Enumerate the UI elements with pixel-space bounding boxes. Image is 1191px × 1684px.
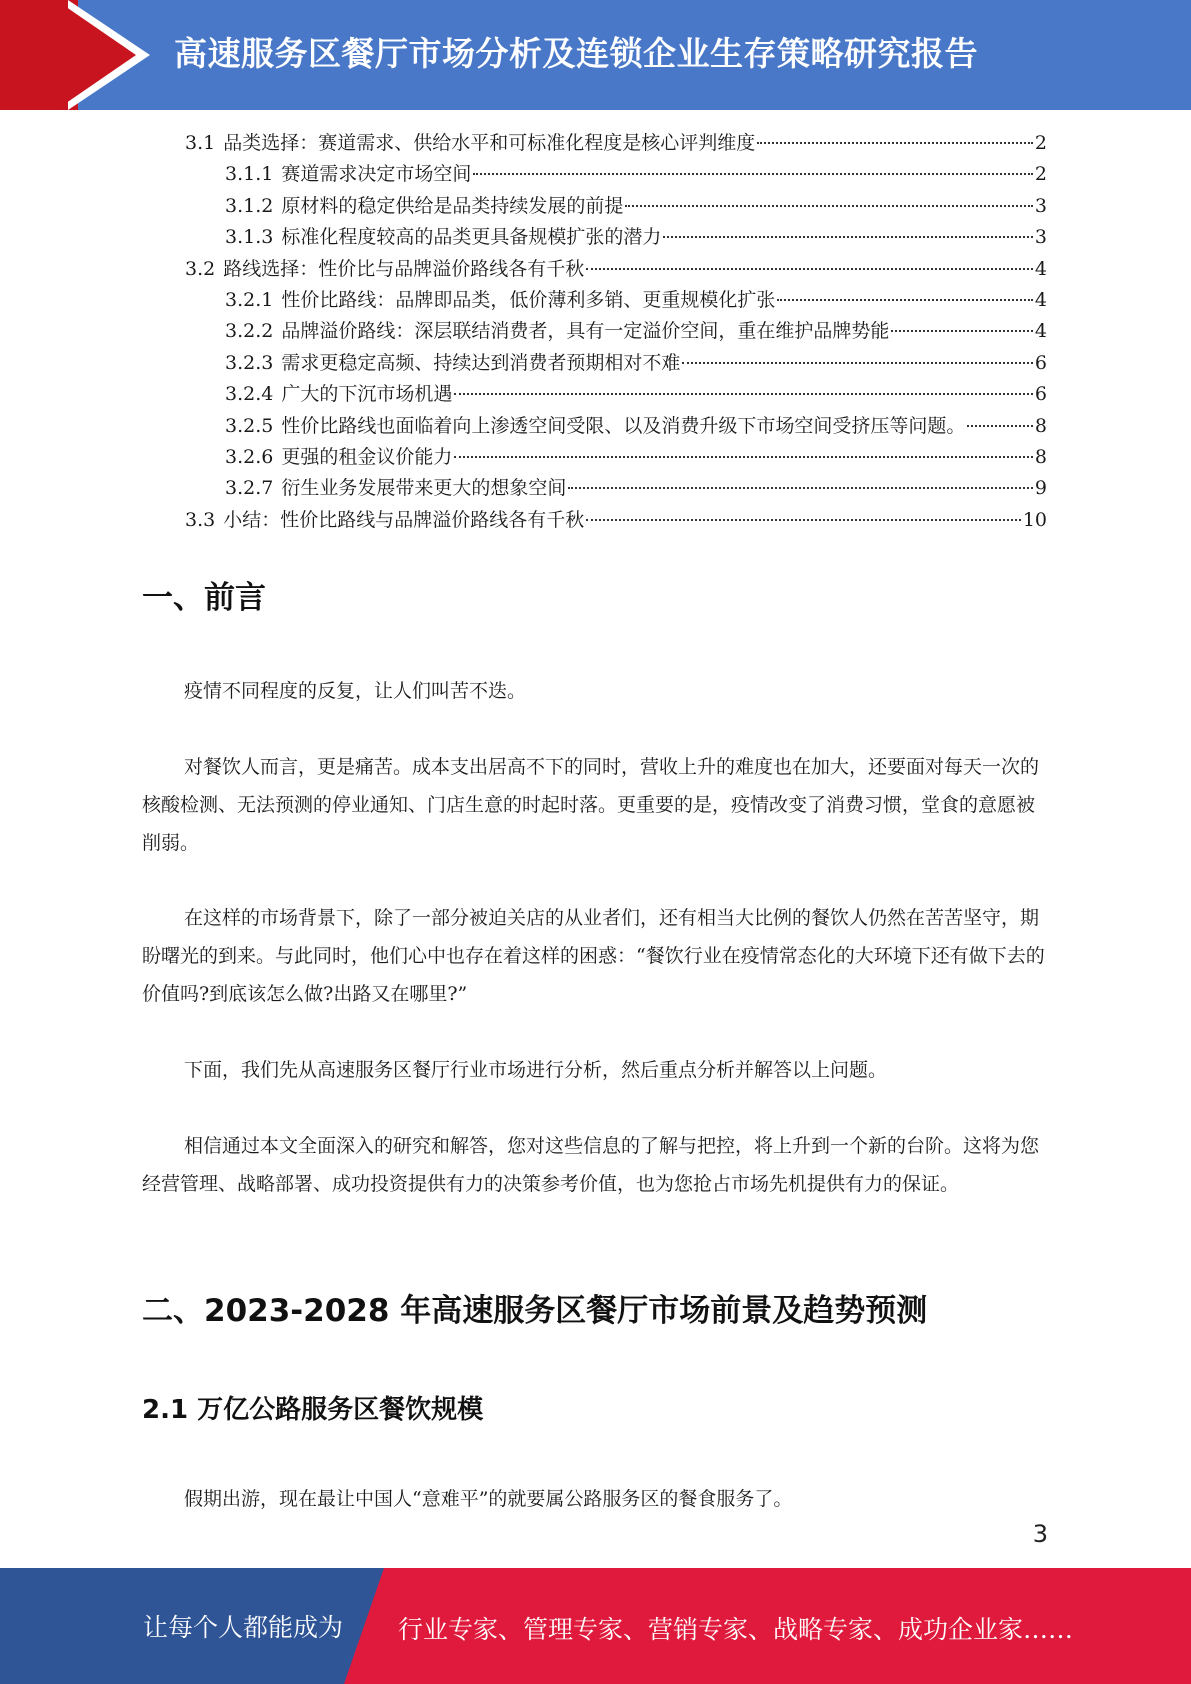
toc-entry-title: 衍生业务发展带来更大的想象空间 (281, 477, 567, 500)
toc-entry-title: 小结：性价比路线与品牌溢价路线各有千秋 (223, 508, 585, 531)
toc-entry-title: 路线选择：性价比与品牌溢价路线各有千秋 (223, 257, 585, 280)
toc-entry[interactable] (185, 316, 1047, 347)
toc-entry-number: 3.2.7 (225, 477, 274, 500)
toc-entry[interactable] (185, 128, 1047, 159)
page-header (0, 0, 1191, 110)
toc-leader-dots (568, 487, 1033, 489)
forecast-heading: 二、2023-2028 年高速服务区餐厅市场前景及趋势预测 (142, 1293, 928, 1329)
subsection-heading: 2.1 万亿公路服务区餐饮规模 (142, 1395, 484, 1425)
toc-entry-title: 品牌溢价路线：深层联结消费者，具有一定溢价空间，重在维护品牌势能 (281, 320, 890, 343)
toc-entry[interactable] (185, 254, 1047, 285)
toc-leader-dots (586, 519, 1021, 521)
toc-entry-title: 更强的租金议价能力 (281, 445, 453, 468)
toc-leader-dots (586, 268, 1033, 270)
toc-entry[interactable] (185, 442, 1047, 473)
table-of-contents (185, 128, 1047, 536)
toc-entry[interactable] (185, 159, 1047, 190)
paragraph-6: 假期出游，现在最让中国人“意难平”的就要属公路服务区的餐食服务了。 (184, 1488, 793, 1510)
toc-entry-number: 3.2 (185, 257, 216, 280)
toc-leader-dots (891, 330, 1033, 332)
toc-entry-page: 3 (1034, 194, 1047, 217)
toc-entry[interactable] (185, 285, 1047, 316)
toc-entry[interactable] (185, 473, 1047, 504)
toc-entry[interactable] (185, 411, 1047, 442)
footer-slogan-right: 行业专家、管理专家、营销专家、战略专家、成功企业家…… (398, 1615, 1074, 1644)
toc-leader-dots (777, 299, 1033, 301)
toc-entry[interactable] (185, 222, 1047, 253)
toc-entry-page: 6 (1034, 383, 1047, 406)
toc-leader-dots (682, 362, 1033, 364)
toc-entry[interactable] (185, 348, 1047, 379)
toc-entry-number: 3.1.1 (225, 163, 274, 186)
page-number: 3 (1032, 1520, 1048, 1548)
toc-leader-dots (663, 236, 1033, 238)
toc-entry[interactable] (185, 505, 1047, 536)
toc-entry-page: 2 (1034, 132, 1047, 154)
paragraph-1: 疫情不同程度的反复，让人们叫苦不迭。 (184, 680, 527, 702)
toc-entry-number: 3.2.4 (225, 383, 274, 406)
toc-entry-title: 赛道需求决定市场空间 (281, 163, 472, 186)
toc-entry-number: 3.2.1 (225, 288, 274, 311)
toc-entry-page: 4 (1034, 320, 1047, 343)
toc-entry-number: 3.3 (185, 508, 216, 531)
toc-entry-title: 性价比路线：品牌即品类，低价薄利多销、更重规模化扩张 (281, 288, 776, 311)
toc-entry-number: 3.2.3 (225, 351, 274, 374)
toc-leader-dots (625, 205, 1033, 207)
page-footer (0, 1568, 1191, 1684)
header-chevron-inner-icon (56, 0, 136, 110)
toc-entry-page: 8 (1034, 414, 1047, 437)
toc-entry-number: 3.2.6 (225, 445, 274, 468)
toc-entry-page: 4 (1034, 257, 1047, 280)
toc-entry-number: 3.1 (185, 132, 216, 154)
paragraph-2: 对餐饮人而言，更是痛苦。成本支出居高不下的同时，营收上升的难度也在加大，还要面对每天一次的核酸检测、无法预测的停业通知、门店生意的时起时落。更重要的是，疫情改变了消费习惯，堂食的意愿被削弱。 (142, 756, 1040, 854)
paragraph-5: 相信通过本文全面深入的研究和解答，您对这些信息的了解与把控，将上升到一个新的台阶。这将为您经营管理、战略部署、成功投资提供有力的决策参考价值，也为您抢占市场先机提供有力的保证。 (142, 1135, 1040, 1195)
toc-entry-title: 标准化程度较高的品类更具备规模扩张的潜力 (281, 226, 662, 249)
toc-entry-title: 品类选择：赛道需求、供给水平和可标准化程度是核心评判维度 (223, 132, 756, 154)
toc-entry-number: 3.1.2 (225, 194, 274, 217)
toc-entry-page: 8 (1034, 445, 1047, 468)
preface-heading: 一、前言 (142, 580, 266, 616)
toc-entry[interactable] (185, 379, 1047, 410)
toc-leader-dots (473, 173, 1033, 175)
toc-entry-page: 2 (1034, 163, 1047, 186)
paragraph-3: 在这样的市场背景下，除了一部分被迫关店的从业者们，还有相当大比例的餐饮人仍然在苦苦坚守，期盼曙光的到来。与此同时，他们心中也存在着这样的困惑：“餐饮行业在疫情常态化的大环境下还有做下去的价值吗?到底该怎么做?出路又在哪里?” (142, 907, 1045, 1005)
paragraph-4: 下面，我们先从高速服务区餐厅行业市场进行分析，然后重点分析并解答以上问题。 (184, 1059, 888, 1081)
toc-entry[interactable] (185, 191, 1047, 222)
toc-entry-number: 3.2.5 (225, 414, 274, 437)
toc-entry-number: 3.2.2 (225, 320, 274, 343)
toc-entry-page: 9 (1034, 477, 1047, 500)
toc-entry-page: 10 (1022, 508, 1047, 531)
toc-entry-page: 6 (1034, 351, 1047, 374)
toc-entry-title: 需求更稳定高频、持续达到消费者预期相对不难 (281, 351, 681, 374)
toc-entry-number: 3.1.3 (225, 226, 274, 249)
toc-entry-title: 原材料的稳定供给是品类持续发展的前提 (281, 194, 624, 217)
toc-entry-title: 性价比路线也面临着向上渗透空间受限、以及消费升级下市场空间受挤压等问题。 (281, 414, 966, 437)
toc-entry-title: 广大的下沉市场机遇 (281, 383, 453, 406)
footer-slogan-left: 让每个人都能成为 (143, 1613, 344, 1642)
toc-leader-dots (757, 142, 1033, 144)
report-title: 高速服务区餐厅市场分析及连锁企业生存策略研究报告 (174, 34, 978, 73)
toc-leader-dots (967, 425, 1033, 427)
toc-entry-page: 3 (1034, 226, 1047, 249)
toc-entry-page: 4 (1034, 288, 1047, 311)
toc-leader-dots (454, 393, 1033, 395)
toc-leader-dots (454, 456, 1033, 458)
